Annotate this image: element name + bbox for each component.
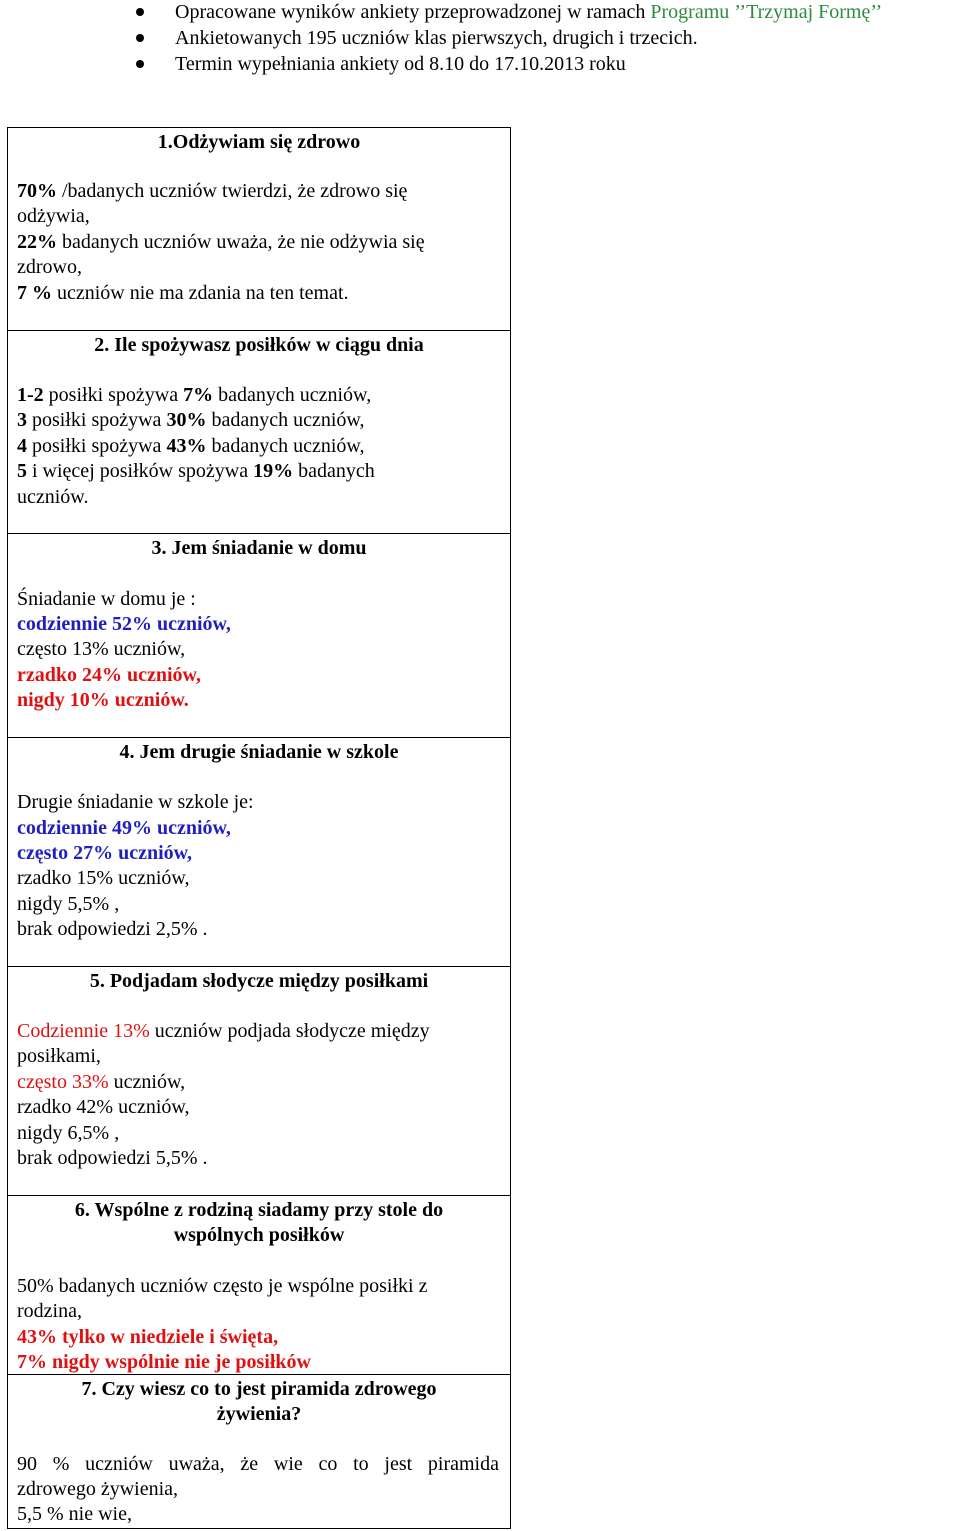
- text-line: brak odpowiedzi 2,5% .: [17, 918, 208, 940]
- text-line: 43% tylko w niedziele i święta,: [17, 1326, 279, 1348]
- text-line: 1-2 posiłki spożywa 7% badanych uczniów,: [17, 384, 372, 406]
- text-line: nigdy 6,5% ,: [17, 1122, 120, 1144]
- bullet-icon: [136, 34, 144, 42]
- text-line: rzadko 24% uczniów,: [17, 664, 201, 686]
- text-line: zdrowego żywienia,: [17, 1478, 179, 1500]
- text-line: 5 i więcej posiłków spożywa 19% badanych: [17, 460, 375, 482]
- text-line: zdrowo,: [17, 256, 82, 278]
- bullet-text: Termin wypełniania ankiety od 8.10 do 17.10.2013 roku: [175, 53, 626, 75]
- section-title: 4. Jem drugie śniadanie w szkole: [119, 741, 399, 763]
- text-line: Drugie śniadanie w szkole je:: [17, 791, 254, 813]
- text-line: rzadko 15% uczniów,: [17, 867, 190, 889]
- row-divider: [7, 1195, 511, 1196]
- text-line: często 13% uczniów,: [17, 638, 186, 660]
- section-title: 5. Podjadam słodycze między posiłkami: [89, 970, 429, 992]
- bullet-icon: [136, 8, 144, 16]
- text-line: 5,5 % nie wie,: [17, 1503, 132, 1525]
- text-line: rodzina,: [17, 1300, 82, 1322]
- section-title: 6. Wspólne z rodziną siadamy przy stole do: [74, 1199, 444, 1221]
- text-line: odżywia,: [17, 205, 90, 227]
- section-title: 7. Czy wiesz co to jest piramida zdrowego: [81, 1378, 437, 1400]
- text-line: 4 posiłki spożywa 43% badanych uczniów,: [17, 435, 365, 457]
- bullet-text: Opracowane wyników ankiety przeprowadzonej w ramach: [175, 1, 651, 23]
- bullet-icon: [136, 60, 144, 68]
- text-line: uczniów.: [17, 486, 89, 508]
- text-line: 50% badanych uczniów często je wspólne posiłki z: [17, 1275, 428, 1297]
- row-divider: [7, 533, 511, 534]
- text-line: 7% nigdy wspólnie nie je posiłków: [17, 1351, 311, 1373]
- section-title: wspólnych posiłków: [173, 1224, 345, 1246]
- text-line: Codziennie 13% uczniów podjada słodycze między: [17, 1020, 430, 1042]
- text-line: codziennie 52% uczniów,: [17, 613, 231, 635]
- text-line: brak odpowiedzi 5,5% .: [17, 1147, 208, 1169]
- text-line: posiłkami,: [17, 1045, 101, 1067]
- section-title: 3. Jem śniadanie w domu: [151, 537, 367, 559]
- text-line: 3 posiłki spożywa 30% badanych uczniów,: [17, 409, 365, 431]
- program-name: Programu ’’Trzymaj Formę’’: [650, 1, 883, 23]
- text-line: codziennie 49% uczniów,: [17, 817, 231, 839]
- text-line: nigdy 10% uczniów.: [17, 689, 189, 711]
- row-divider: [7, 966, 511, 967]
- text-line: 70% /badanych uczniów twierdzi, że zdrowo się: [17, 180, 408, 202]
- section-title: żywienia?: [216, 1403, 302, 1425]
- section-title: 2. Ile spożywasz posiłków w ciągu dnia: [94, 334, 424, 356]
- text-line: 22% badanych uczniów uważa, że nie odżywia się: [17, 231, 425, 253]
- text-line: często 27% uczniów,: [17, 842, 192, 864]
- text-line: 90 % uczniów uważa, że wie co to jest piramida: [17, 1453, 499, 1475]
- text-line: 7 % uczniów nie ma zdania na ten temat.: [17, 282, 349, 304]
- text-line: często 33% uczniów,: [17, 1071, 186, 1093]
- row-divider: [7, 737, 511, 738]
- row-divider: [7, 330, 511, 331]
- section-title: 1.Odżywiam się zdrowo: [157, 131, 361, 153]
- text-line: Śniadanie w domu je :: [17, 588, 196, 610]
- bullet-text: Ankietowanych 195 uczniów klas pierwszych, drugich i trzecich.: [175, 27, 698, 49]
- text-line: nigdy 5,5% ,: [17, 893, 120, 915]
- text-line: rzadko 42% uczniów,: [17, 1096, 190, 1118]
